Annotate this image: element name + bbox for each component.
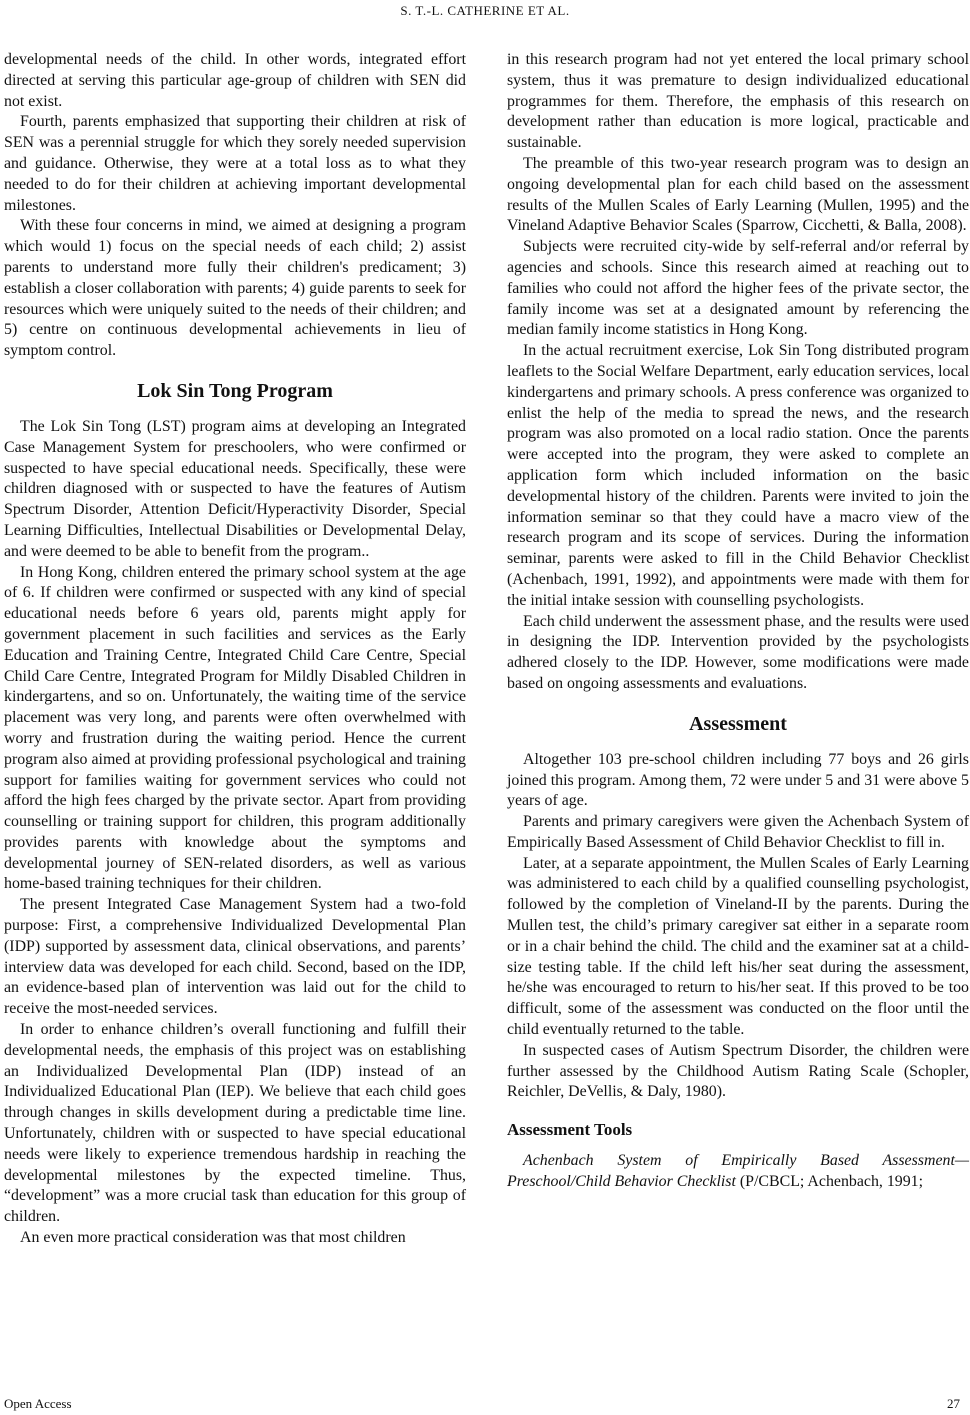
left-column	[4, 50, 466, 1249]
paragraph: In Hong Kong, children entered the primary school system at the age of 6. If children were confirmed or suspected with any kind of special educational needs before 6 years old, parents might apply for government placement in such facilities and services as the Early Education and Training Centre, Integrated Child Care Centre, Special Child Care Centre, Integrated Program for Mildly Disabled Children in kindergartens, and so on. Unfortunately, the waiting time of the service placement was very long, and parents were often overwhelmed with worry and frustration during the waiting period. Hence the current program also aimed at providing professional psychological and training support for families waiting for government services who could not afford the high fees charged by the private sector. Apart from providing counselling or training support for children, this program additionally provides parents with knowledge about the symptoms and developmental journey of SEN-related disorders, as well as various home-based training techniques for their children.	[4, 563, 466, 893]
instrument-title: Achenbach System of Empirically Based Assessment—Preschool/Child Behavior Checklist	[507, 1152, 969, 1191]
paragraph: The Lok Sin Tong (LST) program aims at developing an Integrated Case Management System for preschoolers, who were confirmed or suspected to have special educational needs. Specifically, these were children diagnosed with or suspected to have the features of Autism Spectrum Disorder, Attention Deficit/Hyperactivity Disorder, Special Learning Difficulties, Intellectual Disabilities or Developmental Delay, and were deemed to be able to benefit from the program..	[4, 417, 466, 560]
paragraph: In order to enhance children’s overall functioning and fulfill their developmental needs, the emphasis of this project was on establishing an Individualized Developmental Plan (IDP) instead of an Individualized Educational Plan (IEP). We believe that each child goes through changes in skills development during a predictable time line. Unfortunately, children with or suspected to have special educational needs were likely to experience tremendous hardship in reaching the developmental milestones by the expected timeline. Thus, “development” was a more crucial task than education for this group of children.	[4, 1021, 466, 1226]
paragraph: developmental needs of the child. In other words, integrated effort directed at serving this particular age-group of children with SEN did not exist.	[4, 51, 466, 110]
paragraph: Parents and primary caregivers were given the Achenbach System of Empirically Based Assessment of Child Behavior Checklist to fill in.	[507, 813, 969, 851]
paragraph: Fourth, parents emphasized that supporting their children at risk of SEN was a perennial struggle for which they sorely needed supervision and guidance. Otherwise, they were at a total loss as to what they needed to do for their children at achieving important developmental milestones.	[4, 113, 466, 214]
paragraph: Altogether 103 pre-school children including 77 boys and 26 girls joined this program. Among them, 72 were under 5 and 31 were above 5 years of age.	[507, 750, 969, 810]
footer-open-access: Open Access	[4, 1396, 72, 1411]
paragraph: Each child underwent the assessment phase, and the results were used in designing the IDP. Intervention provided by the psychologists adhered closely to the IDP. However, some modifications were made based on ongoing assessments and evaluations.	[507, 612, 969, 692]
paragraph: Later, at a separate appointment, the Mullen Scales of Early Learning was administered to each child by a qualified counselling psychologist, followed by the completion of Vineland-II by the parents. During the Mullen test, the child’s primary caregiver sat either in a separate room or in a chair behind the child. The child and the examiner sat at a child-size testing table. If the child left his/her seat during the assessment, he/she was encouraged to return to his/her seat. If this proved to be too difficult, some of the assessment was conducted on the floor until the child eventually returned to the table.	[507, 854, 969, 1039]
paragraph: The present Integrated Case Management System had a two-fold purpose: First, a comprehensive Individualized Developmental Plan (IDP) supported by assessment data, clinical observations, and parents’ interview data was developed for each child. Second, based on the IDP, an evidence-based plan of intervention was laid out for the child to receive the most-needed services.	[4, 896, 466, 1018]
paragraph: In suspected cases of Autism Spectrum Disorder, the children were further assessed by the Childhood Autism Rating Scale (Schopler, Reichler, DeVellis, & Daly, 1980).	[507, 1041, 969, 1101]
paragraph: The preamble of this two-year research program was to design an ongoing developmental plan for each child based on the assessment results of the Mullen Scales of Early Learning (Mullen, 1995) and the Vineland Adaptive Behavior Scales (Sparrow, Cicchetti, & Balla, 2008).	[507, 154, 969, 235]
paragraph: In the actual recruitment exercise, Lok Sin Tong distributed program leaflets to the Social Welfare Department, early education services, local kindergartens and primary schools. A press conference was organized to enlist the help of the media to spread the news, and the research program was also promoted on a local radio station. Once the parents were accepted into the program, they were asked to complete an application form which included information on the basic developmental history of the children. Parents were invited to join the information seminar so that they could have a macro view of the research program and its scope of services. During the information seminar, parents were asked to fill in the Child Behavior Checklist (Achenbach, 1991, 1992), and appointments were made with them for the initial intake session with counselling psychologists.	[507, 342, 969, 609]
section-heading: Lok Sin Tong Program	[137, 379, 333, 402]
right-column	[507, 50, 969, 1193]
paragraph: in this research program had not yet entered the local primary school system, thus it was premature to design individualized educational programmes for them. Therefore, the emphasis of this research on development rather than education is more logical, practicable and sustainable.	[507, 51, 969, 152]
paragraph: With these four concerns in mind, we aimed at designing a program which would 1) focus on the special needs of each child; 2) assist parents to understand more fully their children's predicament; 3) establish a closer collaboration with parents; 4) guide parents to seek for resources which were uniquely suited to the needs of their children; and 5) centre on continuous developmental achievements in lieu of symptom control.	[4, 217, 466, 360]
paragraph-text: (P/CBCL; Achenbach, 1991;	[735, 1173, 924, 1191]
section-heading: Assessment	[689, 712, 787, 735]
page-number: 27	[947, 1396, 960, 1411]
paragraph	[507, 1151, 969, 1193]
paragraph: Subjects were recruited city-wide by self-referral and/or referral by agencies and schools. Since this research aimed at reaching out to families who could not afford the higher fees of the private sector, the family income was set at a designated amount by referencing the median family income statistics in Hong Kong.	[507, 238, 969, 339]
paragraph: An even more practical consideration was that most children	[20, 1229, 406, 1247]
subsection-heading: Assessment Tools	[507, 1120, 633, 1140]
running-head: S. T.-L. CATHERINE ET AL.	[400, 3, 570, 18]
